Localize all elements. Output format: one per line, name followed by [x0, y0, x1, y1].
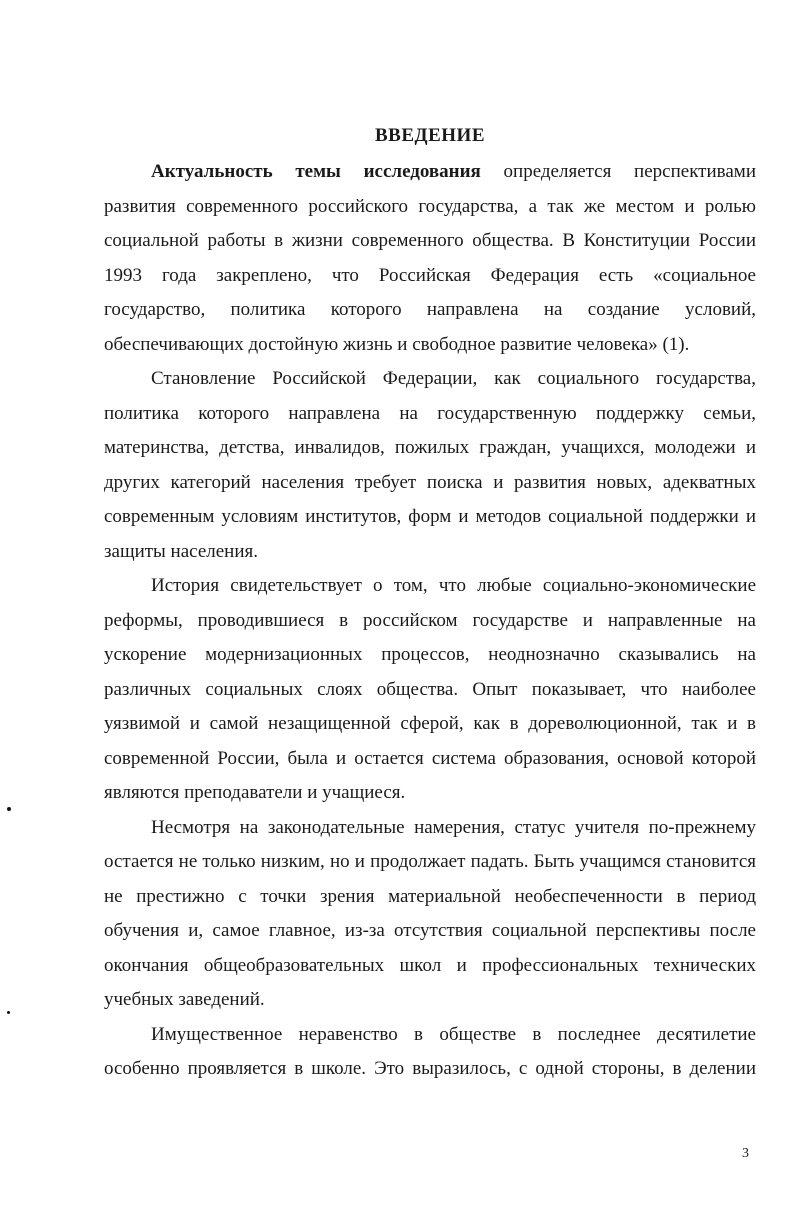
paragraph	[104, 362, 756, 569]
paragraph	[104, 155, 756, 362]
text-line: остается не только низким, но и продолжает падать. Быть учащимся становится	[104, 851, 756, 872]
text-line: современной России, была и остается система образования, основой которой	[104, 747, 756, 769]
text-run: определяется перспективами	[480, 161, 756, 182]
text-line: обеспечивающих достойную жизнь и свободное развитие человека» (1).	[104, 333, 690, 355]
text-line: защиты населения.	[104, 540, 258, 562]
bold-text: Актуальность темы исследования	[151, 161, 481, 182]
text-line: материнства, детства, инвалидов, пожилых граждан, учащихся, молодежи и	[104, 437, 756, 458]
text-line: политика которого направлена на государственную поддержку семьи,	[104, 402, 756, 424]
text-line: современным условиям институтов, форм и методов социальной поддержки и	[104, 506, 756, 527]
text-line: не престижно с точки зрения материальной необеспеченности в период	[104, 885, 756, 907]
text-line: окончания общеобразовательных школ и профессиональных технических	[104, 954, 756, 976]
text-line: Имущественное неравенство в обществе в последнее десятилетие	[151, 1023, 756, 1045]
text-line: других категорий населения требует поиска и развития новых, адекватных	[104, 471, 756, 493]
text-line: государство, политика которого направлена на создание условий,	[104, 299, 756, 320]
text-line: Становление Российской Федерации, как социального государства,	[151, 368, 756, 389]
text-line: являются преподаватели и учащиеся.	[104, 782, 406, 803]
text-line: учебных заведений.	[104, 989, 265, 1010]
text-line	[104, 155, 756, 190]
page-title: ВВЕДЕНИЕ	[375, 125, 485, 146]
paragraph	[104, 569, 756, 811]
text-line: социальной работы в жизни современного общества. В Конституции России	[104, 230, 756, 251]
paragraph	[104, 1018, 756, 1087]
text-line: особенно проявляется в школе. Это выразилось, с одной стороны, в делении	[104, 1058, 756, 1079]
body-text	[104, 155, 756, 1087]
scan-speck	[7, 807, 11, 811]
text-line: обучения и, самое главное, из-за отсутствия социальной перспективы после	[104, 920, 756, 941]
paragraph	[104, 811, 756, 1018]
text-line: уязвимой и самой незащищенной сферой, как в дореволюционной, так и в	[104, 713, 756, 734]
text-line: различных социальных слоях общества. Опыт показывает, что наиболее	[104, 678, 756, 700]
text-line: История свидетельствует о том, что любые социально-экономические	[151, 575, 756, 596]
text-line: ускорение модернизационных процессов, неоднозначно сказывались на	[104, 644, 756, 665]
page-number: 3	[742, 1146, 749, 1161]
text-line: реформы, проводившиеся в российском государстве и направленные на	[104, 609, 756, 631]
text-line: Несмотря на законодательные намерения, статус учителя по-прежнему	[151, 816, 756, 838]
scan-speck	[7, 1011, 10, 1014]
text-line: развития современного российского государства, а так же местом и ролью	[104, 195, 756, 217]
text-line: 1993 года закреплено, что Российская Федерация есть «социальное	[104, 264, 756, 286]
